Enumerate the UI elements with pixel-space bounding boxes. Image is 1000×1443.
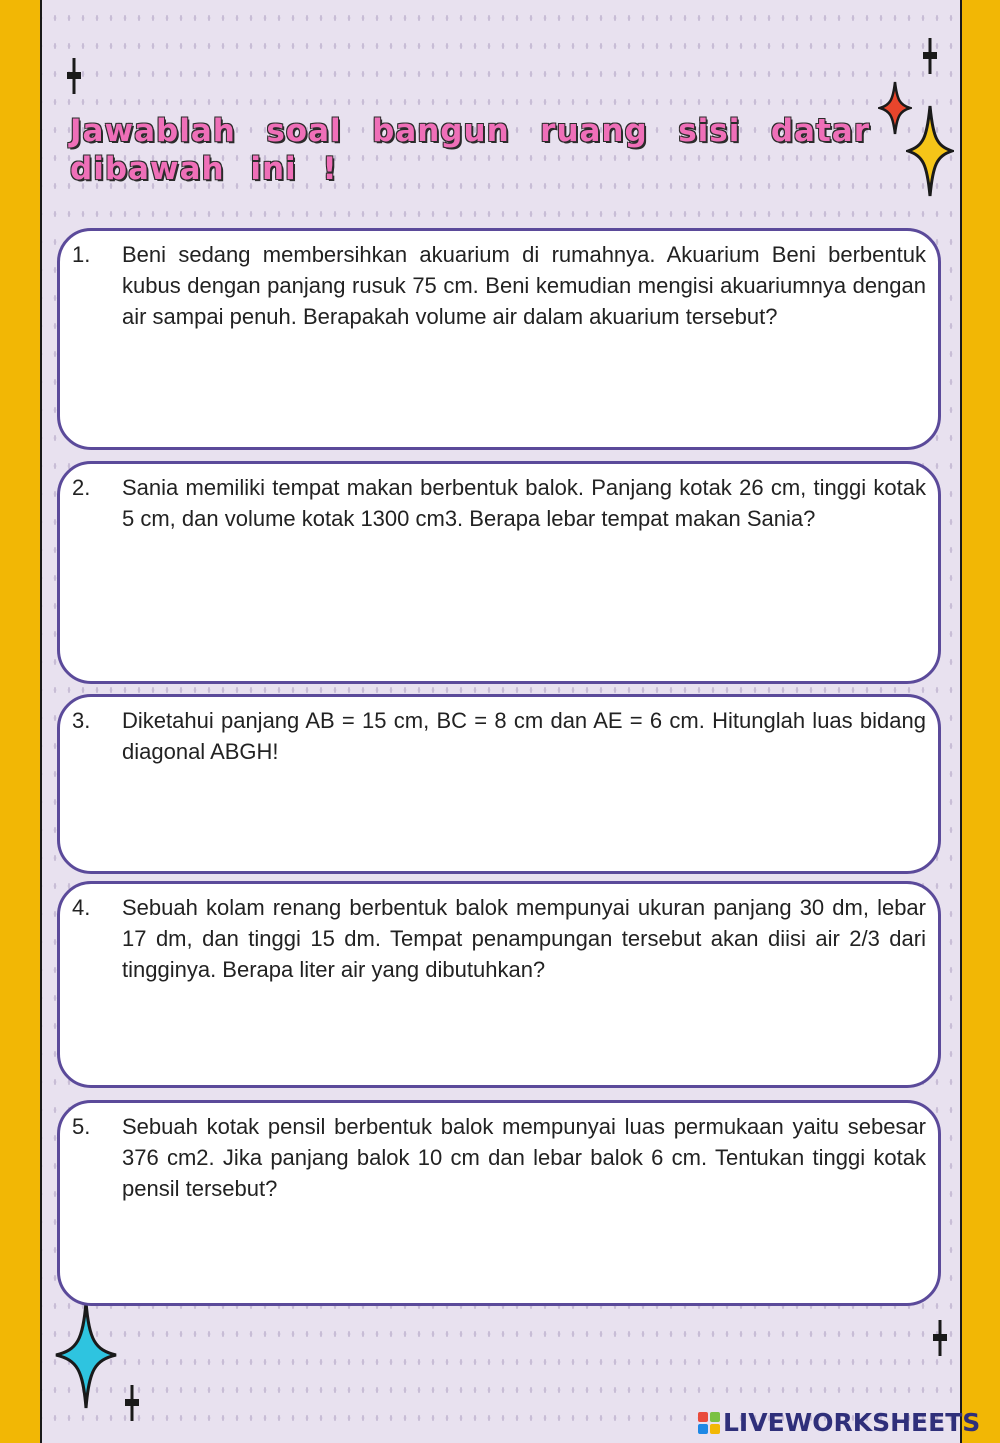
cyan-star-icon — [54, 1300, 118, 1410]
page-title: Jawablah soal bangun ruang sisi datar dibawah ini ! — [70, 113, 870, 187]
plus-sparkle-icon — [66, 58, 82, 94]
question-text: Diketahui panjang AB = 15 cm, BC = 8 cm dan AE = 6 cm. Hitunglah luas bidang diagonal ABGH! — [122, 708, 926, 764]
question-number: 1. — [72, 242, 91, 267]
brand-name: LIVEWORKSHEETS — [723, 1408, 981, 1437]
liveworksheets-logo — [698, 1408, 980, 1437]
plus-sparkle-icon — [922, 38, 938, 74]
question-box-4[interactable] — [57, 881, 941, 1088]
plus-sparkle-icon — [932, 1320, 948, 1356]
question-box-3[interactable] — [57, 694, 941, 874]
question-text: Sebuah kotak pensil berbentuk balok mempunyai luas permukaan yaitu sebesar 376 cm2. Jika panjang balok 10 cm dan lebar balok 6 cm. Tentukan tinggi kotak pensil tersebut? — [122, 1114, 926, 1201]
question-number: 4. — [72, 895, 91, 920]
question-number: 5. — [72, 1114, 91, 1139]
liveworksheets-mark-icon — [698, 1412, 720, 1434]
question-box-1[interactable] — [57, 228, 941, 450]
question-text: Sebuah kolam renang berbentuk balok mempunyai ukuran panjang 30 dm, lebar 17 dm, dan tinggi 15 dm. Tempat penampungan tersebut akan diisi air 2/3 dari tingginya. Berapa liter air yang dibutuhkan? — [122, 895, 926, 982]
question-text: Beni sedang membersihkan akuarium di rumahnya. Akuarium Beni berbentuk kubus dengan panjang rusuk 75 cm. Beni kemudian mengisi akuariumnya dengan air sampai penuh. Berapakah volume air dalam akuarium tersebut? — [122, 242, 926, 329]
question-number: 3. — [72, 708, 91, 733]
plus-sparkle-icon — [124, 1385, 140, 1421]
question-box-2[interactable] — [57, 461, 941, 684]
question-text: Sania memiliki tempat makan berbentuk balok. Panjang kotak 26 cm, tinggi kotak 5 cm, dan volume kotak 1300 cm3. Berapa lebar tempat makan Sania? — [122, 475, 926, 531]
yellow-star-icon — [906, 104, 954, 198]
question-box-5[interactable] — [57, 1100, 941, 1306]
question-number: 2. — [72, 475, 91, 500]
